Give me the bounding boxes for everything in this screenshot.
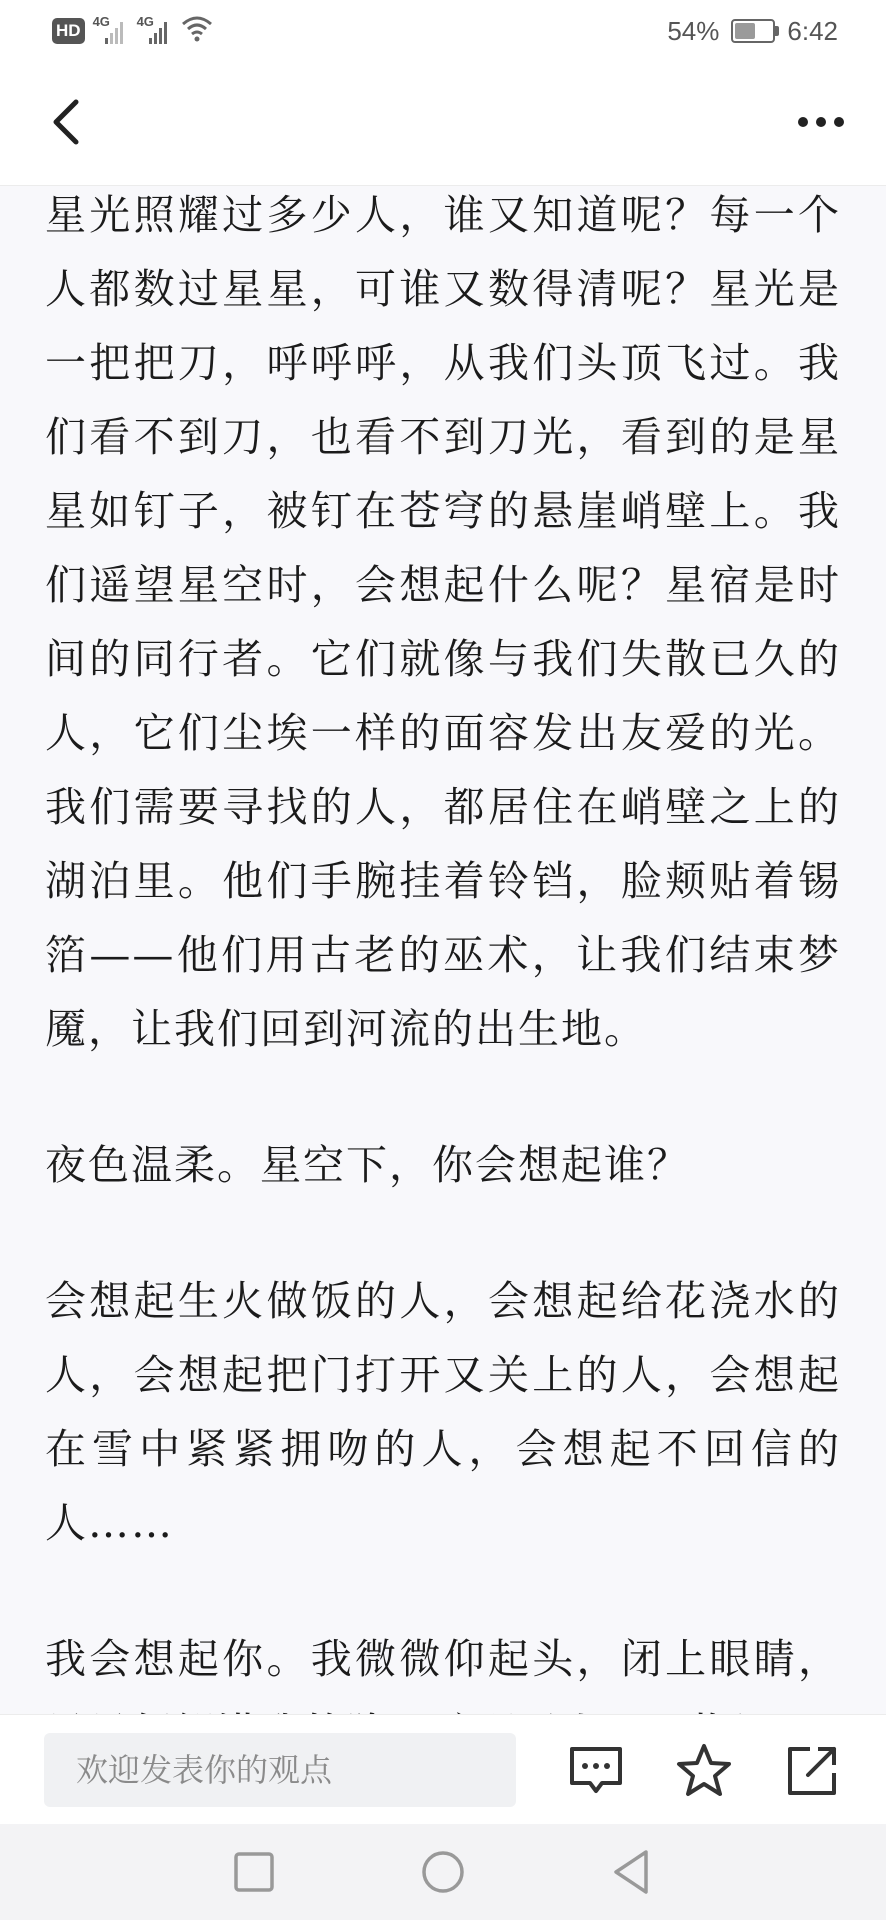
comment-button[interactable] [566, 1741, 626, 1801]
network-type-label: 4G [136, 14, 154, 29]
home-icon [417, 1846, 469, 1898]
signal-icon [137, 16, 173, 46]
bottom-action-bar [0, 1714, 886, 1825]
back-nav-button[interactable] [606, 1846, 658, 1898]
battery-percent: 54% [667, 15, 720, 46]
recent-apps-icon [228, 1846, 280, 1898]
share-icon [782, 1741, 842, 1801]
comment-icon [566, 1741, 626, 1801]
article-paragraph: 我会想起你。我微微仰起头，闭上眼睛， [45, 1635, 841, 1683]
article-paragraph: 会想起生火做饭的人，会想起给花浇水的人，会想起把门打开又关上的人，会想起在雪中紧紧拥吻的人，会想起不回信的人…… [45, 1277, 841, 1547]
back-button[interactable] [40, 92, 100, 152]
signal-icon [93, 16, 129, 46]
share-button[interactable] [782, 1741, 842, 1801]
article-content[interactable] [0, 186, 886, 1714]
wifi-icon [181, 15, 213, 48]
top-nav-bar [0, 62, 886, 186]
chevron-left-icon [40, 92, 100, 152]
battery-icon [731, 19, 775, 43]
status-bar [0, 0, 886, 62]
network-type-label: 4G [92, 14, 110, 29]
back-triangle-icon [606, 1846, 658, 1898]
article-paragraph: 夜色温柔。星空下，你会想起谁？ [45, 1141, 690, 1189]
recent-apps-button[interactable] [228, 1846, 280, 1898]
comment-input[interactable] [44, 1733, 516, 1807]
article-paragraph: 星光照耀过多少人，谁又知道呢？每一个人都数过星星，可谁又数得清呢？星光是一把把刀，呼呼呼，从我们头顶飞过。我们看不到刀，也看不到刀光，看到的是星星如钉子，被钉在苍穹的悬崖峭壁上。我们遥望星空时，会想起什么呢？星宿是时间的同行者。它们就像与我们失散已久的人，它们尘埃一样的面容发出友爱的光。我们需要寻找的人，都居住在峭壁之上的湖泊里。他们手腕挂着铃铛，脸颊贴着锡箔——他们用古老的巫术，让我们结束梦魇，让我们回到河流的出生地。 [45, 191, 841, 1053]
battery-fill [735, 23, 754, 39]
more-options-button[interactable] [786, 92, 856, 152]
system-nav-bar [0, 1824, 886, 1920]
more-dots-icon [786, 92, 856, 152]
status-right [667, 14, 838, 48]
home-button[interactable] [417, 1846, 469, 1898]
clock: 6:42 [787, 15, 838, 46]
status-left [52, 14, 213, 48]
hd-icon: HD [52, 18, 85, 44]
favorite-button[interactable] [674, 1741, 734, 1801]
star-icon [674, 1741, 734, 1801]
